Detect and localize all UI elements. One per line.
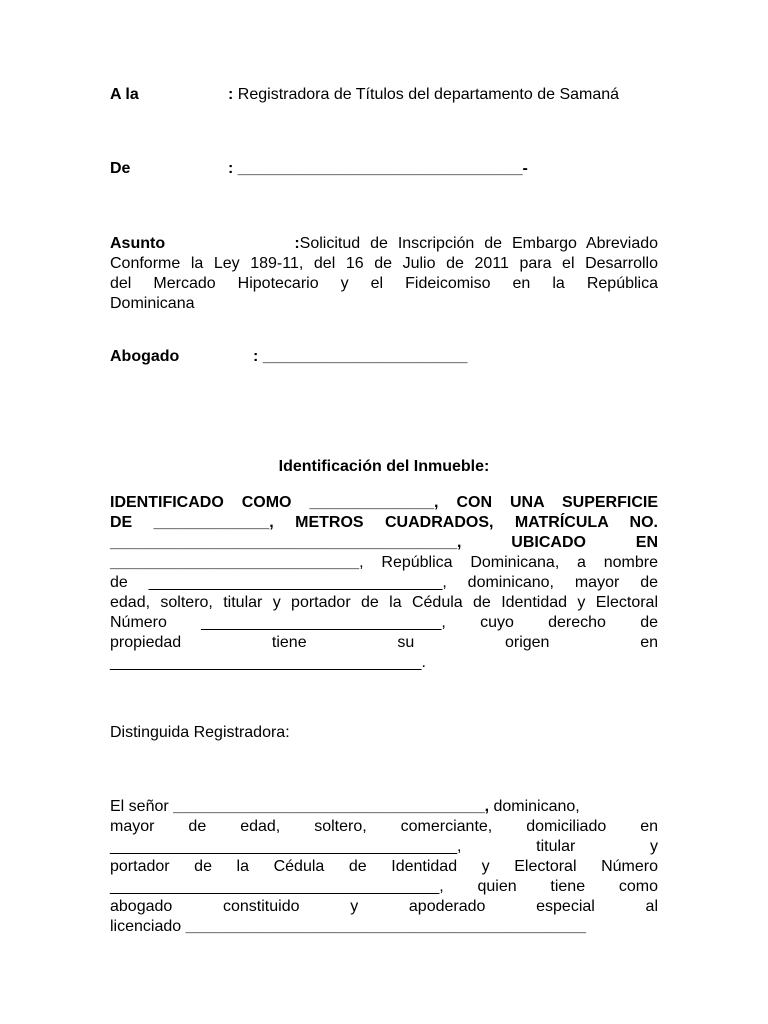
lawyer-row: [110, 348, 658, 370]
to-colon: :: [228, 86, 234, 103]
property-line-4-blank: ____________________________: [110, 554, 360, 571]
body-line-3: _______________________________________, titular y: [110, 838, 658, 855]
body-line-2: mayor de edad, soltero, comerciante, domiciliado en: [110, 818, 658, 835]
body-line-5: _____________________________________, quien tiene como: [110, 878, 658, 895]
property-line-9: ___________________________________.: [110, 654, 426, 671]
property-line-3: _______________________________________, UBICADO EN: [110, 534, 658, 551]
subject-label: Asunto :: [110, 235, 300, 252]
subject-line-4: Dominicana: [110, 295, 195, 312]
section-title: Identificación del Inmueble:: [278, 458, 490, 475]
body-line-7-blank: _____________________________________________: [185, 918, 587, 935]
header-from-row: [110, 160, 658, 182]
lawyer-label: Abogado: [110, 348, 180, 365]
subject-line-2: Conforme la Ley 189-11, del 16 de Julio de 2011 para el Desarrollo: [110, 255, 658, 272]
lawyer-value: : _______________________: [253, 348, 468, 365]
property-line-2: DE _____________, METROS CUADRADOS, MATRÍCULA NO.: [110, 514, 658, 531]
body-paragraph: [110, 797, 658, 937]
property-line-5: de _________________________________, dominicano, mayor de: [110, 574, 658, 591]
salutation: Distinguida Registradora:: [110, 724, 290, 741]
body-line-4: portador de la Cédula de Identidad y Electoral Número: [110, 858, 658, 875]
body-line-1-blank: ___________________________________,: [173, 798, 490, 815]
from-value: : ________________________________-: [228, 160, 528, 177]
subject-line-3: del Mercado Hipotecario y el Fideicomiso en la República: [110, 275, 658, 292]
subject-block: [110, 234, 658, 314]
body-line-1b: dominicano,: [489, 798, 580, 815]
body-line-7a: licenciado: [110, 918, 186, 935]
from-label: De: [110, 160, 131, 177]
body-line-6: abogado constituido y apoderado especial al: [110, 898, 658, 915]
to-value: Registradora de Títulos del departamento de Samaná: [237, 86, 620, 103]
property-line-6: edad, soltero, titular y portador de la Cédula de Identidad y Electoral: [110, 594, 658, 611]
subject-line-1: Solicitud de Inscripción de Embargo Abreviado: [299, 235, 659, 252]
property-line-1: IDENTIFICADO COMO ______________, CON UNA SUPERFICIE: [110, 494, 658, 511]
to-label: A la: [110, 86, 139, 103]
property-line-8: propiedad tiene su origen en: [110, 634, 658, 651]
property-line-7: Número ___________________________, cuyo derecho de: [110, 614, 658, 631]
property-block: [110, 493, 658, 673]
body-line-1a: El señor: [110, 798, 174, 815]
property-line-4-text: , República Dominicana, a nombre: [359, 554, 658, 571]
header-to-row: [110, 86, 658, 108]
